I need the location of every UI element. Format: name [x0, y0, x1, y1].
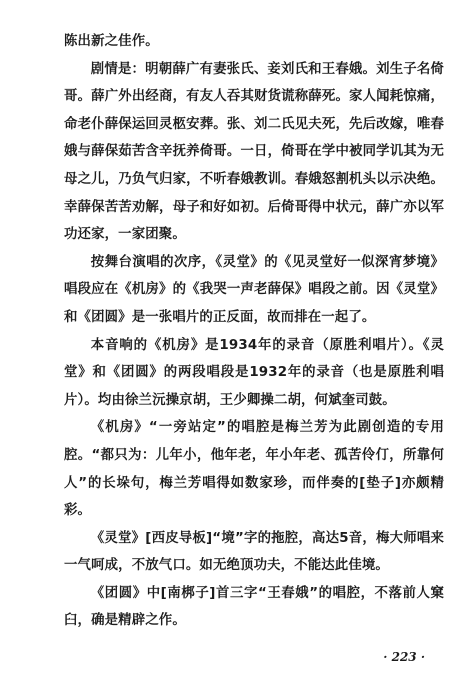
paragraph-lingtang: 《灵堂》[西皮导板]“境”字的拖腔，高达5音，梅大师唱来一气呵成，不放气口。如无绝顶功夫，不能达此佳境。 — [64, 530, 444, 574]
paragraph-continuation: 陈出新之佳作。 — [64, 34, 159, 49]
paragraph-plot: 剧情是：明朝薛广有妻张氏、妾刘氏和王春娥。刘生子名倚哥。薛广外出经商，有友人吞其财货谎称薛死。家人闻耗惊痛，命老仆薛保运回灵柩安葬。张、刘二氏见夫死，先后改嫁，唯春娥与薛保茹苦含辛抚养倚哥。一日，倚哥在学中被同学讥其为无母之儿，乃负气归家，不听春娥教训。春娥怒割机头以示决绝。幸薛保苦苦劝解，母子和好如初。后倚哥得中状元，薛广亦以军功还家，一家团聚。 — [64, 61, 444, 243]
paragraph-recording: 本音响的《机房》是1934年的录音（原胜利唱片）。《灵堂》和《团圆》的两段唱段是1932年的录音（也是原胜利唱片）。均由徐兰沅操京胡，王少卿操二胡，何斌奎司鼓。 — [64, 337, 444, 408]
body-text — [64, 28, 444, 635]
page-number: · 223 · — [383, 650, 425, 664]
paragraph-jifang: 《机房》“一旁站定”的唱腔是梅兰芳为此剧创造的专用腔。“都只为：儿年小，他年老，年小年老、孤苦伶仃，所靠何人”的长垛句，梅兰芳唱得如数家珍，而伴奏的[垫子]亦颇精彩。 — [64, 420, 444, 519]
paragraph-tuanyuan: 《团圆》中[南梆子]首三字“王春娥”的唱腔，不落前人窠臼，确是精辟之作。 — [64, 585, 444, 629]
paragraph-order: 按舞台演唱的次序，《灵堂》的《见灵堂好一似深宵梦境》唱段应在《机房》的《我哭一声老薛保》唱段之前。因《灵堂》和《团圆》是一张唱片的正反面，故而排在一起了。 — [64, 254, 444, 325]
